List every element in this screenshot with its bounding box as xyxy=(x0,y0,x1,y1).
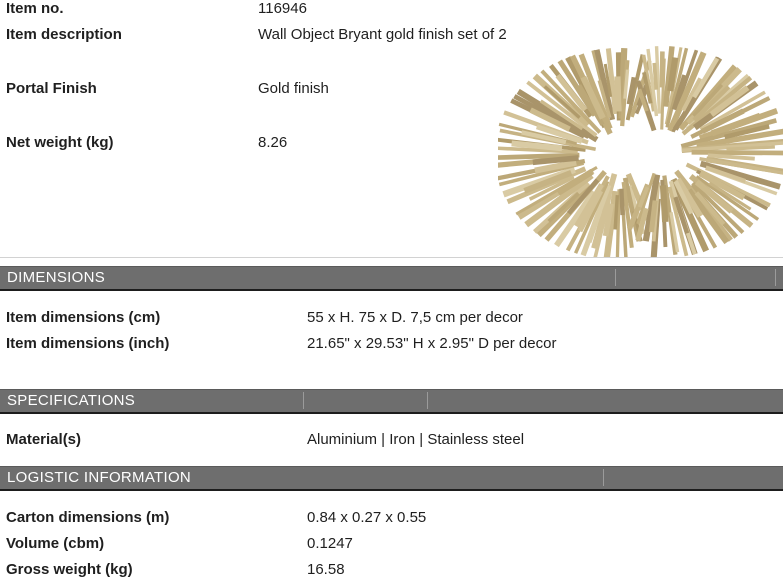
field-value: 55 x H. 75 x D. 7,5 cm per decor xyxy=(307,309,523,326)
field-value: Wall Object Bryant gold finish set of 2 xyxy=(258,26,507,43)
field-label: Portal Finish xyxy=(6,80,97,97)
field-row-item-description xyxy=(0,24,783,46)
cell-divider xyxy=(427,392,428,409)
field-label: Item dimensions (inch) xyxy=(6,335,170,352)
field-value: 16.58 xyxy=(307,561,345,578)
field-value: Gold finish xyxy=(258,80,329,97)
field-label: Material(s) xyxy=(6,431,82,448)
field-label: Carton dimensions (m) xyxy=(6,509,170,526)
field-row-dimensions-cm xyxy=(0,307,783,329)
cell-divider xyxy=(775,269,776,286)
field-row-volume xyxy=(0,533,783,555)
field-row-item-no xyxy=(0,0,783,20)
section-header-specifications xyxy=(0,389,783,414)
section-title: SPECIFICATIONS xyxy=(7,392,136,409)
cell-divider xyxy=(303,392,304,409)
field-label: Item dimensions (cm) xyxy=(6,309,161,326)
section-header-logistic-information xyxy=(0,466,783,491)
cell-divider xyxy=(603,469,604,486)
section-title: LOGISTIC INFORMATION xyxy=(7,469,192,486)
field-label: Item description xyxy=(6,26,122,43)
field-value: 0.84 x 0.27 x 0.55 xyxy=(307,509,427,526)
field-value: 21.65" x 29.53" H x 2.95" D per decor xyxy=(307,335,557,352)
field-label: Item no. xyxy=(6,0,64,17)
field-value: Aluminium | Iron | Stainless steel xyxy=(307,431,525,448)
field-value: 8.26 xyxy=(258,134,288,151)
field-row-carton-dimensions xyxy=(0,507,783,529)
field-value: 0.1247 xyxy=(307,535,353,552)
field-row-materials xyxy=(0,429,783,451)
divider-line xyxy=(0,257,783,258)
field-row-dimensions-inch xyxy=(0,333,783,355)
product-image xyxy=(498,44,783,258)
field-label: Gross weight (kg) xyxy=(6,561,133,578)
field-value: 116946 xyxy=(258,0,307,17)
field-row-gross-weight xyxy=(0,559,783,581)
cell-divider xyxy=(615,269,616,286)
section-title: DIMENSIONS xyxy=(7,269,106,286)
section-header-dimensions xyxy=(0,266,783,291)
field-label: Net weight (kg) xyxy=(6,134,114,151)
field-label: Volume (cbm) xyxy=(6,535,105,552)
